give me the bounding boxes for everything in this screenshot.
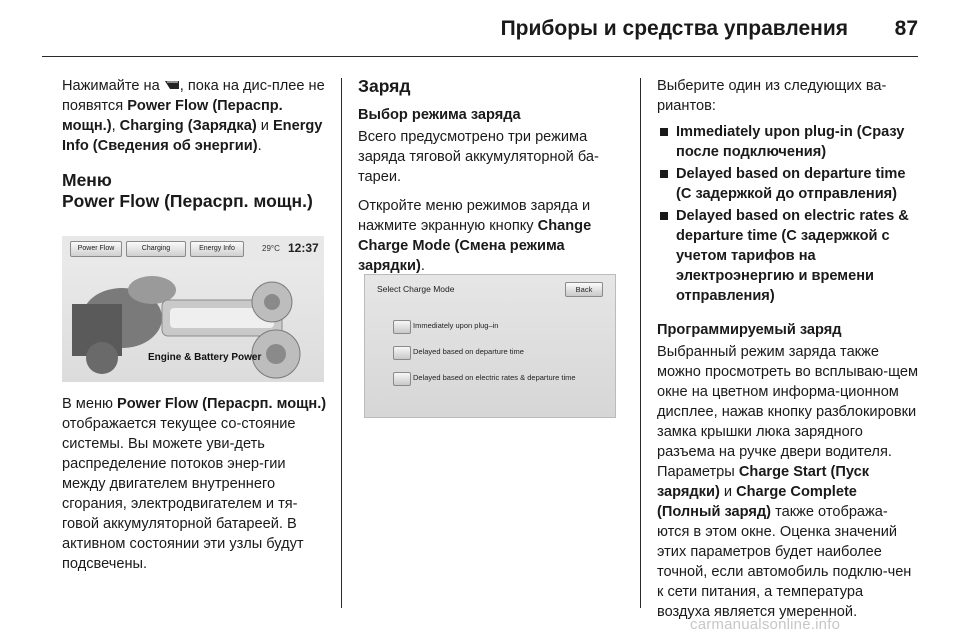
screen-title: Select Charge Mode [377, 284, 455, 294]
programmable-charge-paragraph: Выбранный режим заряда также можно просмотреть во всплываю-щем окне на цветном информа-ционном дисплее, нажав кнопку разблокировки замка крышки люка зарядного разъема на ручке двери водителя. Параметры Charge Start (Пуск зарядки) и Charge Complete (Полный заряд) также отобража-ются в этом окне. Оценка значений этих параметров будет наиболее точной, если автомобиль подклю-чен к сети питания, а температура воздуха является умеренной. [657, 344, 919, 620]
column-divider [341, 78, 342, 608]
page-number: 87 [894, 17, 918, 40]
power-flow-screen-image [62, 236, 324, 382]
menu-heading: Меню Power Flow (Перасрп. мощн.) [62, 170, 313, 211]
back-arrow-icon [164, 79, 180, 91]
tab-charging: Charging [126, 241, 186, 257]
back-button: Back [565, 282, 603, 297]
list-item: Delayed based on departure time (С задержкой до отправления) [657, 164, 919, 204]
list-item: Immediately upon plug-in (Сразу после подключения) [657, 122, 919, 162]
list-item: Delayed based on electric rates & departure time (С задержкой с учетом тарифов на электроэнергию и времени отправления) [657, 206, 919, 306]
powertrain-graphic [62, 260, 324, 382]
watermark: carmanualsonline.info [690, 616, 841, 633]
modes-paragraph: Всего предусмотрено три режима заряда тяговой аккумуляторной ба-тареи. [358, 129, 599, 185]
option-checkbox [393, 320, 411, 334]
intro-paragraph: Нажимайте на , пока на дис-плее не появятся Power Flow (Пераспр. мощн.), Charging (Зарядка) и Energy Info (Сведения об энергии). [62, 78, 325, 154]
open-menu-paragraph: Откройте меню режимов заряда и нажмите экранную кнопку Change Charge Mode (Смена режима зарядки). [358, 198, 592, 274]
tab-energy-info: Energy Info [190, 241, 244, 257]
option-checkbox [393, 372, 411, 386]
option-list [657, 122, 919, 306]
options-intro: Выберите один из следующих ва-риантов: [657, 78, 887, 114]
column-2 [358, 76, 624, 285]
charge-mode-screen-image: Select Charge Mode Back Immediately upon plug–in Delayed based on departure time Delayed based on electric rates & departure time [364, 274, 616, 418]
power-flow-paragraph: В меню Power Flow (Перасрп. мощн.) отображается текущее со-стояние системы. Вы можете уви-деть распределение потоков энер-гии между двигателем внутреннего сгорания, электродвигателем и тя-говой аккумуляторной батареей. В активном состоянии эти узлы будут подсвечены. [62, 396, 327, 572]
screen-tab-bar [62, 236, 324, 260]
temperature-readout: 29°C [262, 244, 280, 253]
column-3 [657, 76, 919, 631]
column-1 [62, 76, 328, 220]
option-checkbox [393, 346, 411, 360]
section-heading: Заряд [358, 76, 411, 96]
header-rule [42, 56, 918, 57]
image-caption: Engine & Battery Power [148, 352, 262, 363]
column-divider [640, 78, 641, 608]
subsection-heading: Выбор режима заряда [358, 107, 521, 123]
column-1-body [62, 394, 330, 583]
subsection-heading: Программируемый заряд [657, 322, 842, 338]
clock-readout: 12:37 [288, 241, 319, 255]
page-header [0, 0, 960, 60]
tab-power-flow: Power Flow [70, 241, 122, 257]
page-title: Приборы и средства управления [500, 17, 848, 40]
